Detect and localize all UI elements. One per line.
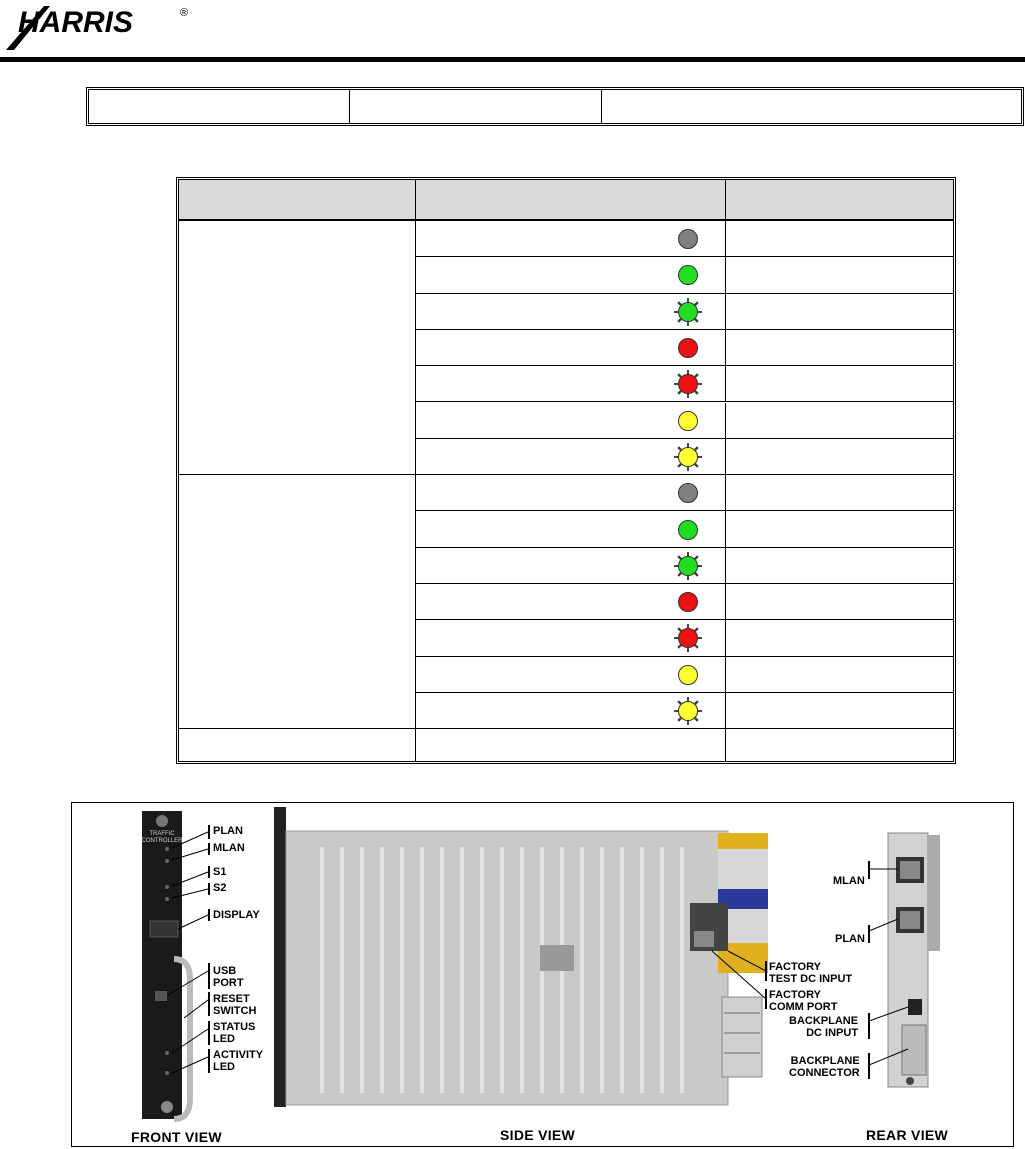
indicator-group-cell: [179, 475, 416, 729]
led-description-cell: [726, 366, 953, 402]
led-solid-icon: [678, 338, 698, 358]
logo-registered-mark: ®: [180, 7, 189, 19]
led-state-cell: [416, 620, 726, 656]
logo-text: HARRIS: [18, 6, 134, 39]
callout-backplane-dc-input: BACKPLANE DC INPUT: [789, 1015, 859, 1039]
last-row-cell: [726, 729, 953, 761]
info-cell: [89, 90, 350, 123]
callout-usb-port: USB PORT: [213, 965, 244, 989]
led-description-cell: [726, 657, 953, 693]
column-header: [416, 180, 726, 219]
callout-status-led: STATUS LED: [213, 1021, 256, 1045]
front-view-label: FRONT VIEW: [131, 1129, 222, 1145]
led-flashing-icon: [678, 628, 698, 648]
led-flashing-icon: [678, 447, 698, 467]
harris-logo: [4, 2, 194, 52]
led-description-cell: [726, 548, 953, 584]
led-state-cell: [416, 584, 726, 620]
led-state-cell: [416, 548, 726, 584]
last-row-cell: [416, 729, 726, 761]
led-solid-icon: [678, 411, 698, 431]
callout-display: DISPLAY: [213, 909, 260, 921]
rear-view-label: REAR VIEW: [866, 1127, 949, 1143]
led-solid-icon: [678, 520, 698, 540]
led-indicator-table: [176, 177, 956, 764]
column-header: [726, 180, 953, 219]
led-state-cell: [416, 475, 726, 511]
led-description-cell: [726, 475, 953, 511]
led-description-cell: [726, 403, 953, 439]
led-solid-icon: [678, 592, 698, 612]
led-state-cell: [416, 330, 726, 366]
callout-activity-led: ACTIVITY LED: [213, 1049, 264, 1073]
callout-rear-plan: PLAN: [835, 933, 865, 945]
svg-text:TRAFFIC: TRAFFIC: [149, 831, 175, 837]
led-flashing-icon: [678, 701, 698, 721]
led-state-cell: [416, 657, 726, 693]
info-cell: [349, 90, 602, 123]
led-state-cell: [416, 439, 726, 475]
led-description-cell: [726, 439, 953, 475]
callout-factory-test-dc-input: FACTORY TEST DC INPUT: [769, 961, 853, 985]
controller-views-figure: [71, 802, 1014, 1147]
led-state-cell: [416, 366, 726, 402]
callout-s1: S1: [213, 866, 227, 878]
led-flashing-icon: [678, 556, 698, 576]
led-state-cell: [416, 693, 726, 729]
side-module-image: [274, 807, 768, 1107]
led-state-cell: [416, 294, 726, 330]
callout-rear-mlan: MLAN: [833, 875, 865, 887]
led-description-cell: [726, 221, 953, 257]
svg-text:CONTROLLER: CONTROLLER: [141, 838, 183, 844]
led-description-cell: [726, 620, 953, 656]
callout-mlan: MLAN: [213, 842, 245, 854]
led-solid-icon: [678, 229, 698, 249]
callout-plan: PLAN: [213, 825, 243, 837]
led-state-cell: [416, 403, 726, 439]
led-description-cell: [726, 330, 953, 366]
callout-reset-switch: RESET SWITCH: [213, 993, 257, 1017]
led-state-cell: [416, 257, 726, 293]
callout-backplane-connector: BACKPLANE CONNECTOR: [789, 1055, 860, 1079]
rear-panel-image: [869, 833, 940, 1087]
led-solid-icon: [678, 665, 698, 685]
led-description-cell: [726, 584, 953, 620]
led-description-cell: [726, 294, 953, 330]
last-row-cell: [179, 729, 416, 761]
header-rule: [0, 57, 1025, 62]
led-state-cell: [416, 221, 726, 257]
callout-factory-comm-port: FACTORY COMM PORT: [769, 989, 838, 1013]
led-state-cell: [416, 511, 726, 547]
led-solid-icon: [678, 483, 698, 503]
document-info-table: [86, 87, 1024, 126]
front-panel-image: [141, 811, 209, 1119]
side-view-label: SIDE VIEW: [500, 1127, 576, 1143]
led-description-cell: [726, 257, 953, 293]
led-description-cell: [726, 693, 953, 729]
led-solid-icon: [678, 265, 698, 285]
led-flashing-icon: [678, 374, 698, 394]
callout-s2: S2: [213, 882, 227, 894]
led-flashing-icon: [678, 302, 698, 322]
led-description-cell: [726, 511, 953, 547]
indicator-group-cell: [179, 221, 416, 475]
column-header: [179, 180, 416, 219]
